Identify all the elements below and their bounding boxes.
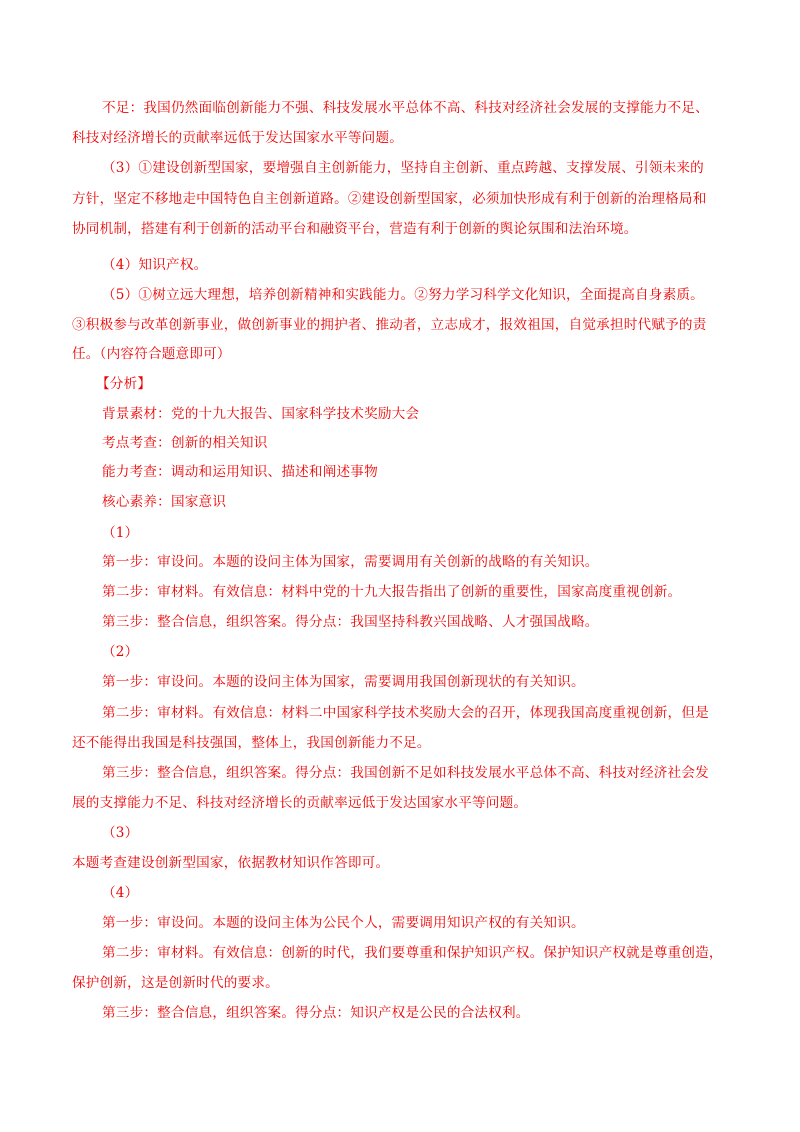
text-line: 第二步：审材料。有效信息：创新的时代，我们要尊重和保护知识产权。保护知识产权就是尊重创造， [102,945,723,961]
text-line: 第三步：整合信息，组织答案。得分点：我国创新不足如科技发展水平总体不高、科技对经济社会发 [102,765,709,781]
text-line: （1） [102,525,139,541]
text-line: 第二步：审材料。有效信息：材料二中国家科学技术奖励大会的召开，体现我国高度重视创新，但是 [102,705,709,721]
text-line: 考点考查：创新的相关知识 [102,435,268,451]
text-line: 背景素材：党的十九大报告、国家科学技术奖励大会 [102,406,420,422]
text-line: 第一步：审设问。本题的设问主体为国家，需要调用有关创新的战略的有关知识。 [102,554,599,570]
text-line: 第一步：审设问。本题的设问主体为国家，需要调用我国创新现状的有关知识。 [102,674,585,690]
text-line: （5）①树立远大理想，培养创新精神和实践能力。②努力学习科学文化知识，全面提高自身素质。 [102,287,704,303]
text-line: 能力考查：调动和运用知识、描述和阐述事物 [102,464,378,480]
text-line: 方针，坚定不移地走中国特色自主创新道路。②建设创新型国家，必须加快形成有利于创新的治理格局和 [72,191,707,207]
text-line: 本题考查建设创新型国家，依据教材知识作答即可。 [72,855,390,871]
text-line: 核心素养：国家意识 [102,494,227,510]
text-line: 展的支撑能力不足、科技对经济增长的贡献率远低于发达国家水平等问题。 [72,795,528,811]
section-heading: 【分析】 [96,376,152,392]
text-line: 第三步：整合信息，组织答案。得分点：知识产权是公民的合法权利。 [102,1005,530,1021]
text-line: 还不能得出我国是科技强国，整体上，我国创新能力不足。 [72,735,431,751]
text-line: 不足：我国仍然面临创新能力不强、科技发展水平总体不高、科技对经济社会发展的支撑能力不足、 [102,100,709,116]
text-line: 第三步：整合信息，组织答案。得分点：我国坚持科教兴国战略、人才强国战略。 [102,614,599,630]
text-line: 科技对经济增长的贡献率远低于发达国家水平等问题。 [72,130,404,146]
text-line: 协同机制，搭建有利于创新的活动平台和融资平台，营造有利于创新的舆论氛围和法治环境。 [72,221,638,237]
text-line: （4） [102,885,139,901]
text-line: （4）知识产权。 [102,257,208,273]
text-line: ③积极参与改革创新事业，做创新事业的拥护者、推动者，立志成才，报效祖国，自觉承担时代赋予的责 [72,317,707,333]
text-line: 任。（内容符合题意即可） [72,346,231,362]
text-line: 第一步：审设问。本题的设问主体为公民个人，需要调用知识产权的有关知识。 [102,915,585,931]
text-line: 保护创新，这是创新时代的要求。 [72,975,279,991]
text-line: （3） [102,825,139,841]
text-line: （2） [102,644,139,660]
text-line: 第二步：审材料。有效信息：材料中党的十九大报告指出了创新的重要性，国家高度重视创新。 [102,584,682,600]
text-line: （3）①建设创新型国家，要增强自主创新能力，坚持自主创新、重点跨越、支撑发展、引领未来的 [102,160,704,176]
